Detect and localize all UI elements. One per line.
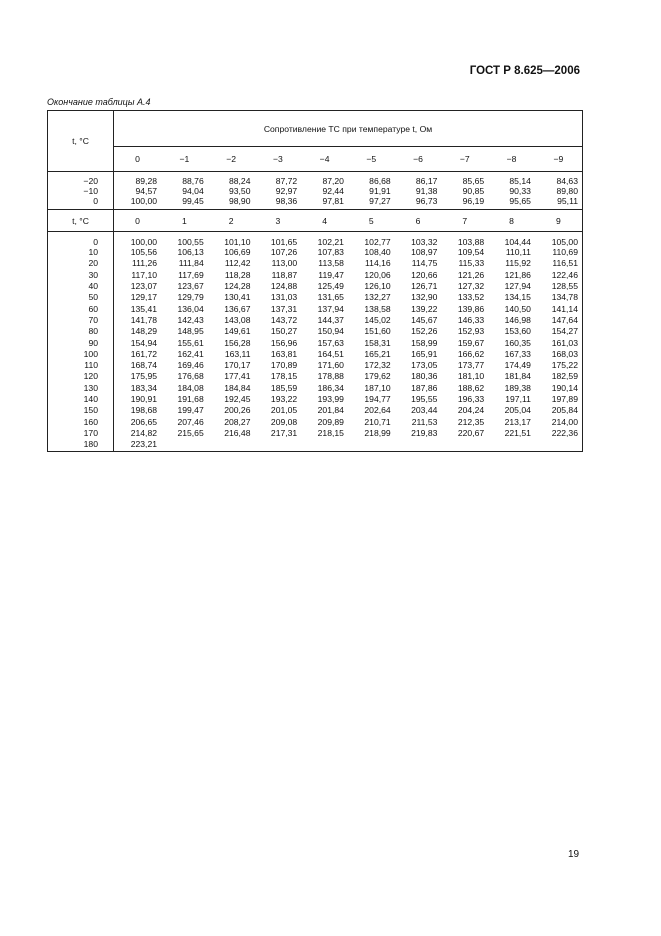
row-temperature: 20 — [48, 258, 114, 269]
table-cell: 130,41 — [224, 292, 251, 303]
document-standard-header: ГОСТ Р 8.625—2006 — [469, 65, 580, 77]
table-row — [48, 337, 583, 348]
table-cell: 86,68 — [369, 175, 391, 186]
table-cell: 157,63 — [317, 337, 344, 348]
table-cell: 129,17 — [130, 292, 158, 303]
table-cell: 101,65 — [270, 236, 298, 247]
table-cell: 88,76 — [182, 175, 204, 186]
table-cell: 190,14 — [535, 382, 583, 393]
table-cell: 169,46 — [177, 360, 204, 371]
table-cell: 111,26 — [132, 258, 158, 269]
column-header: 1 — [181, 215, 187, 226]
table-row — [48, 326, 583, 337]
table-cell: 197,89 — [535, 393, 583, 404]
table-cell: 124,88 — [270, 281, 298, 292]
table-cell: 120,66 — [411, 269, 438, 280]
table-cell: 123,07 — [130, 281, 158, 292]
table-cell: 161,72 — [130, 348, 158, 359]
table-cell: 131,65 — [317, 292, 344, 303]
empty-cell — [395, 439, 442, 452]
table-cell: 223,21 — [130, 438, 158, 449]
table-row — [48, 232, 583, 247]
table-cell: 138,58 — [364, 303, 391, 314]
table-cell: 209,08 — [270, 416, 298, 427]
row-temperature: 120 — [48, 371, 114, 382]
row-temperature: 130 — [48, 382, 114, 393]
table-cell: 151,60 — [364, 326, 391, 337]
table-cell: 149,61 — [224, 326, 251, 337]
table-row — [48, 186, 583, 196]
resistance-table — [47, 110, 583, 452]
table-cell: 93,50 — [228, 185, 251, 196]
table-cell: 148,29 — [130, 326, 158, 337]
table-cell: 176,68 — [177, 371, 204, 382]
table-row — [48, 314, 583, 325]
table-cell: 187,10 — [364, 382, 391, 393]
table-cell: 184,08 — [177, 382, 204, 393]
table-cell: 184,84 — [224, 382, 251, 393]
table-cell: 196,33 — [457, 394, 485, 404]
row-temperature: 0 — [48, 196, 114, 210]
table-cell: 127,94 — [504, 281, 531, 292]
table-cell: 126,10 — [364, 281, 391, 292]
table-cell: 170,17 — [224, 360, 251, 371]
table-cell: 152,26 — [411, 326, 438, 337]
t-column-header: t, °C — [48, 111, 114, 172]
table-cell: 206,65 — [130, 416, 158, 427]
table-cell: 128,55 — [535, 280, 583, 291]
table-cell: 141,78 — [130, 314, 158, 325]
table-cell: 201,05 — [270, 405, 298, 416]
table-cell: 102,77 — [364, 236, 391, 247]
empty-cell — [208, 439, 255, 452]
table-cell: 175,22 — [535, 359, 583, 370]
table-cell: 92,44 — [322, 185, 344, 196]
table-cell: 99,45 — [182, 195, 204, 206]
table-cell: 139,22 — [411, 303, 438, 314]
table-cell: 156,96 — [270, 337, 298, 348]
table-cell: 98,90 — [228, 195, 251, 206]
table-cell: 85,14 — [509, 175, 531, 186]
table-cell: 192,45 — [224, 394, 251, 404]
table-cell: 134,78 — [535, 292, 583, 303]
table-cell: 208,27 — [224, 416, 251, 427]
table-cell: 110,69 — [535, 247, 583, 258]
column-header: −4 — [319, 154, 330, 164]
table-cell: 87,20 — [322, 175, 344, 186]
column-header: 6 — [415, 215, 421, 226]
table-cell: 210,71 — [364, 416, 391, 427]
table-row — [48, 393, 583, 404]
page-number: 19 — [568, 849, 580, 860]
table-cell: 182,59 — [535, 371, 583, 382]
table-cell: 193,99 — [317, 394, 344, 404]
row-temperature: 60 — [48, 303, 114, 314]
table-cell: 213,17 — [504, 416, 531, 427]
column-header: 0 — [135, 154, 140, 164]
table-cell: 216,48 — [224, 427, 251, 438]
table-cell: 115,92 — [505, 258, 531, 269]
table-cell: 154,27 — [535, 326, 583, 337]
table-cell: 178,88 — [317, 371, 344, 382]
row-temperature: −20 — [48, 172, 114, 186]
column-header: 2 — [228, 215, 234, 226]
table-cell: 150,94 — [317, 326, 344, 337]
row-temperature: 160 — [48, 416, 114, 427]
table-cell: 191,68 — [177, 394, 204, 404]
table-cell: 177,41 — [224, 371, 251, 382]
table-cell: 105,56 — [130, 247, 158, 258]
table-row — [48, 303, 583, 314]
table-cell: 144,37 — [317, 314, 344, 325]
table-row — [48, 196, 583, 210]
table-cell: 136,67 — [224, 303, 251, 314]
table-cell: 109,54 — [457, 247, 485, 258]
table-cell: 202,64 — [364, 405, 391, 416]
table-cell: 113,00 — [271, 258, 298, 269]
table-cell: 194,77 — [364, 394, 391, 404]
table-cell: 205,84 — [535, 405, 583, 416]
table-cell: 148,95 — [177, 326, 204, 337]
table-cell: 107,26 — [270, 247, 298, 258]
table-cell: 132,90 — [411, 292, 438, 303]
table-cell: 127,32 — [457, 281, 485, 292]
table-cell: 145,02 — [364, 314, 391, 325]
column-header: −7 — [459, 154, 470, 164]
table-cell: 94,57 — [135, 185, 158, 196]
table-cell: 143,08 — [224, 314, 251, 325]
table-cell: 92,97 — [275, 185, 298, 196]
table-cell: 188,62 — [457, 382, 485, 393]
table-cell: 113,58 — [318, 258, 344, 269]
table-cell: 118,87 — [271, 269, 298, 280]
table-cell: 124,28 — [224, 281, 251, 292]
table-cell: 89,28 — [135, 175, 158, 186]
row-temperature: 140 — [48, 393, 114, 404]
table-cell: 185,59 — [270, 382, 298, 393]
table-cell: 86,17 — [415, 175, 438, 186]
table-row — [48, 247, 583, 258]
table-cell: 197,11 — [505, 394, 531, 404]
table-cell: 155,61 — [177, 337, 204, 348]
table-cell: 154,94 — [130, 337, 158, 348]
table-cell: 88,24 — [228, 175, 251, 186]
table-cell: 117,10 — [131, 269, 158, 280]
group-title: Сопротивление ТС при температуре t, Ом — [114, 111, 583, 147]
row-temperature: 30 — [48, 269, 114, 280]
table-cell: 156,28 — [224, 337, 251, 348]
table-cell: 90,85 — [462, 185, 485, 196]
table-cell: 133,52 — [457, 292, 485, 303]
table-cell: 106,69 — [224, 247, 251, 258]
table-cell: 108,40 — [364, 247, 391, 258]
table-cell: 122,46 — [535, 269, 583, 280]
column-header: 7 — [462, 215, 468, 226]
table-cell: 146,98 — [504, 314, 531, 325]
table-cell: 111,84 — [178, 258, 204, 269]
table-cell: 205,04 — [504, 405, 531, 416]
table-cell: 212,35 — [457, 416, 485, 427]
table-row — [48, 280, 583, 291]
row-temperature: 110 — [48, 359, 114, 370]
row-temperature: 10 — [48, 247, 114, 258]
table-cell: 101,10 — [224, 236, 251, 247]
table-cell: 103,32 — [411, 236, 438, 247]
table-row — [48, 258, 583, 269]
table-row — [48, 172, 583, 186]
column-header: 5 — [368, 215, 374, 226]
row-temperature: 70 — [48, 314, 114, 325]
table-cell: 137,94 — [317, 303, 344, 314]
table-cell: 178,15 — [270, 371, 298, 382]
table-cell: 110,11 — [505, 247, 531, 258]
table-cell: 95,65 — [509, 195, 531, 206]
table-cell: 91,38 — [415, 185, 438, 196]
table-cell: 215,65 — [177, 427, 204, 438]
table-cell: 87,72 — [275, 175, 298, 186]
column-header: 4 — [322, 215, 327, 226]
table-cell: 145,67 — [411, 314, 438, 325]
column-header: −6 — [413, 154, 423, 164]
table-cell: 170,89 — [270, 360, 298, 371]
table-cell: 186,34 — [317, 382, 344, 393]
table-cell: 193,22 — [270, 394, 298, 404]
table-cell: 150,27 — [270, 326, 298, 337]
table-cell: 102,21 — [317, 236, 344, 247]
table-row — [48, 359, 583, 370]
table-cell: 141,14 — [535, 303, 583, 314]
table-row — [48, 416, 583, 427]
row-temperature: 90 — [48, 337, 114, 348]
table-cell: 153,60 — [504, 326, 531, 337]
row-temperature: 150 — [48, 405, 114, 416]
table-cell: 135,41 — [130, 303, 158, 314]
table-row — [48, 405, 583, 416]
table-cell: 168,74 — [130, 360, 158, 371]
table-cell: 90,33 — [509, 185, 531, 196]
empty-cell — [488, 439, 535, 452]
table-cell: 123,67 — [177, 281, 204, 292]
table-cell: 214,00 — [535, 416, 583, 427]
row-temperature: 180 — [48, 439, 114, 452]
table-cell: 115,33 — [458, 258, 485, 269]
table-cell: 98,36 — [275, 195, 298, 206]
table-cell: 114,16 — [365, 258, 391, 269]
empty-cell — [301, 439, 348, 452]
table-cell: 84,63 — [535, 172, 583, 186]
table-cell: 159,67 — [457, 337, 485, 348]
table-cell: 143,72 — [270, 314, 298, 325]
table-cell: 171,60 — [317, 360, 344, 371]
table-cell: 114,75 — [411, 258, 438, 269]
table-cell: 108,97 — [411, 247, 438, 258]
column-header: −8 — [506, 154, 517, 164]
column-header: −1 — [179, 154, 190, 164]
table-cell: 173,05 — [411, 360, 438, 371]
table-cell: 105,00 — [535, 232, 583, 247]
table-cell: 211,53 — [411, 416, 438, 427]
table-cell: 120,06 — [364, 269, 391, 280]
table-cell: 220,67 — [457, 427, 485, 438]
table-cell: 158,31 — [364, 337, 391, 348]
table-cell: 195,55 — [411, 394, 438, 404]
table-cell: 132,27 — [364, 292, 391, 303]
table-cell: 161,03 — [535, 337, 583, 348]
table-cell: 167,33 — [504, 348, 531, 359]
table-cell: 203,44 — [411, 405, 438, 416]
table-cell: 168,03 — [535, 348, 583, 359]
table-cell: 104,44 — [504, 236, 531, 247]
table-cell: 160,35 — [504, 337, 531, 348]
table-cell: 175,95 — [130, 371, 158, 382]
table-cell: 89,80 — [535, 186, 583, 196]
table-cell: 118,28 — [224, 269, 251, 280]
table-cell: 200,26 — [224, 405, 251, 416]
table-cell: 214,82 — [130, 427, 158, 438]
table-caption: Окончание таблицы А.4 — [47, 97, 151, 107]
table-cell: 103,88 — [457, 236, 485, 247]
empty-cell — [348, 439, 395, 452]
table-cell: 189,38 — [504, 382, 531, 393]
table-cell: 139,86 — [457, 303, 485, 314]
table-cell: 181,84 — [504, 371, 531, 382]
column-header: 8 — [509, 215, 514, 226]
table-cell: 181,10 — [457, 371, 485, 382]
table-cell: 134,15 — [504, 292, 531, 303]
table-cell: 136,04 — [177, 303, 204, 314]
table-cell: 91,91 — [369, 185, 391, 196]
table-cell: 106,13 — [177, 247, 204, 258]
table-cell: 125,49 — [317, 281, 344, 292]
table-cell: 174,49 — [504, 360, 531, 371]
table-cell: 119,47 — [318, 269, 344, 280]
table-cell: 222,36 — [535, 427, 583, 438]
column-header: 9 — [535, 210, 583, 232]
row-temperature: 40 — [48, 280, 114, 291]
table-cell: 162,41 — [177, 348, 204, 359]
table-cell: 217,31 — [270, 427, 298, 438]
row-temperature: 0 — [48, 232, 114, 247]
column-header: −5 — [366, 154, 377, 164]
table-cell: 221,51 — [504, 427, 531, 438]
table-cell: 163,81 — [270, 348, 298, 359]
table-cell: 96,73 — [415, 195, 438, 206]
row-temperature: 100 — [48, 348, 114, 359]
table-cell: 173,77 — [457, 360, 485, 371]
table-cell: 107,83 — [317, 247, 344, 258]
table-cell: 165,21 — [364, 348, 391, 359]
table-cell: 199,47 — [177, 405, 204, 416]
table-cell: 116,51 — [535, 258, 583, 269]
table-row — [48, 292, 583, 303]
table-cell: 198,68 — [130, 405, 158, 416]
table-cell: 126,71 — [411, 281, 438, 292]
table-cell: 218,99 — [364, 427, 391, 438]
table-cell: 183,34 — [130, 382, 158, 393]
row-temperature: 50 — [48, 292, 114, 303]
column-header: −2 — [226, 154, 237, 164]
table-cell: 204,24 — [457, 405, 485, 416]
table-cell: 158,99 — [411, 337, 438, 348]
table-cell: 142,43 — [177, 314, 204, 325]
table-row — [48, 439, 583, 452]
table-cell: 121,26 — [457, 269, 485, 280]
table-row — [48, 371, 583, 382]
table-cell: 147,64 — [535, 314, 583, 325]
table-cell: 129,79 — [177, 292, 204, 303]
table-cell: 85,65 — [462, 175, 485, 186]
table-cell: 117,69 — [178, 269, 204, 280]
table-cell: 190,91 — [130, 394, 158, 404]
row-temperature: −10 — [48, 186, 114, 196]
column-header: 3 — [275, 215, 281, 226]
table-cell: 112,42 — [224, 258, 251, 269]
table-row — [48, 382, 583, 393]
table-cell: 100,55 — [177, 236, 204, 247]
empty-cell — [535, 439, 583, 452]
table-cell: 100,00 — [130, 195, 158, 206]
table-cell: 140,50 — [504, 303, 531, 314]
column-header: −3 — [272, 154, 283, 164]
table-cell: 165,91 — [411, 348, 438, 359]
column-header: −9 — [535, 147, 583, 172]
table-row — [48, 348, 583, 359]
table-cell: 164,51 — [317, 348, 344, 359]
table-cell: 95,11 — [535, 196, 583, 210]
table-cell: 94,04 — [182, 185, 204, 196]
table-cell: 207,46 — [177, 416, 204, 427]
table-cell: 137,31 — [270, 303, 298, 314]
table-cell: 180,36 — [411, 371, 438, 382]
row-temperature: 80 — [48, 326, 114, 337]
table-cell: 96,19 — [462, 195, 485, 206]
table-row — [48, 427, 583, 438]
table-cell: 131,03 — [270, 292, 298, 303]
table-cell: 152,93 — [457, 326, 485, 337]
table-cell: 97,27 — [369, 195, 391, 206]
row-temperature: 170 — [48, 427, 114, 438]
empty-cell — [441, 439, 488, 452]
table-cell: 187,86 — [411, 382, 438, 393]
table-cell: 163,11 — [224, 348, 251, 359]
table-cell: 146,33 — [457, 314, 485, 325]
empty-cell — [161, 439, 208, 452]
table-row — [48, 269, 583, 280]
table-cell: 218,15 — [317, 427, 344, 438]
table-cell: 121,86 — [504, 269, 531, 280]
t-column-header: t, °C — [48, 210, 114, 232]
empty-cell — [254, 439, 301, 452]
table-cell: 100,00 — [130, 236, 158, 247]
table-cell: 209,89 — [317, 416, 344, 427]
table-cell: 219,83 — [411, 427, 438, 438]
table-cell: 172,32 — [364, 360, 391, 371]
table-cell: 179,62 — [364, 371, 391, 382]
column-header: 0 — [135, 215, 140, 226]
table-cell: 166,62 — [457, 348, 485, 359]
table-cell: 201,84 — [317, 405, 344, 416]
table-cell: 97,81 — [322, 195, 344, 206]
